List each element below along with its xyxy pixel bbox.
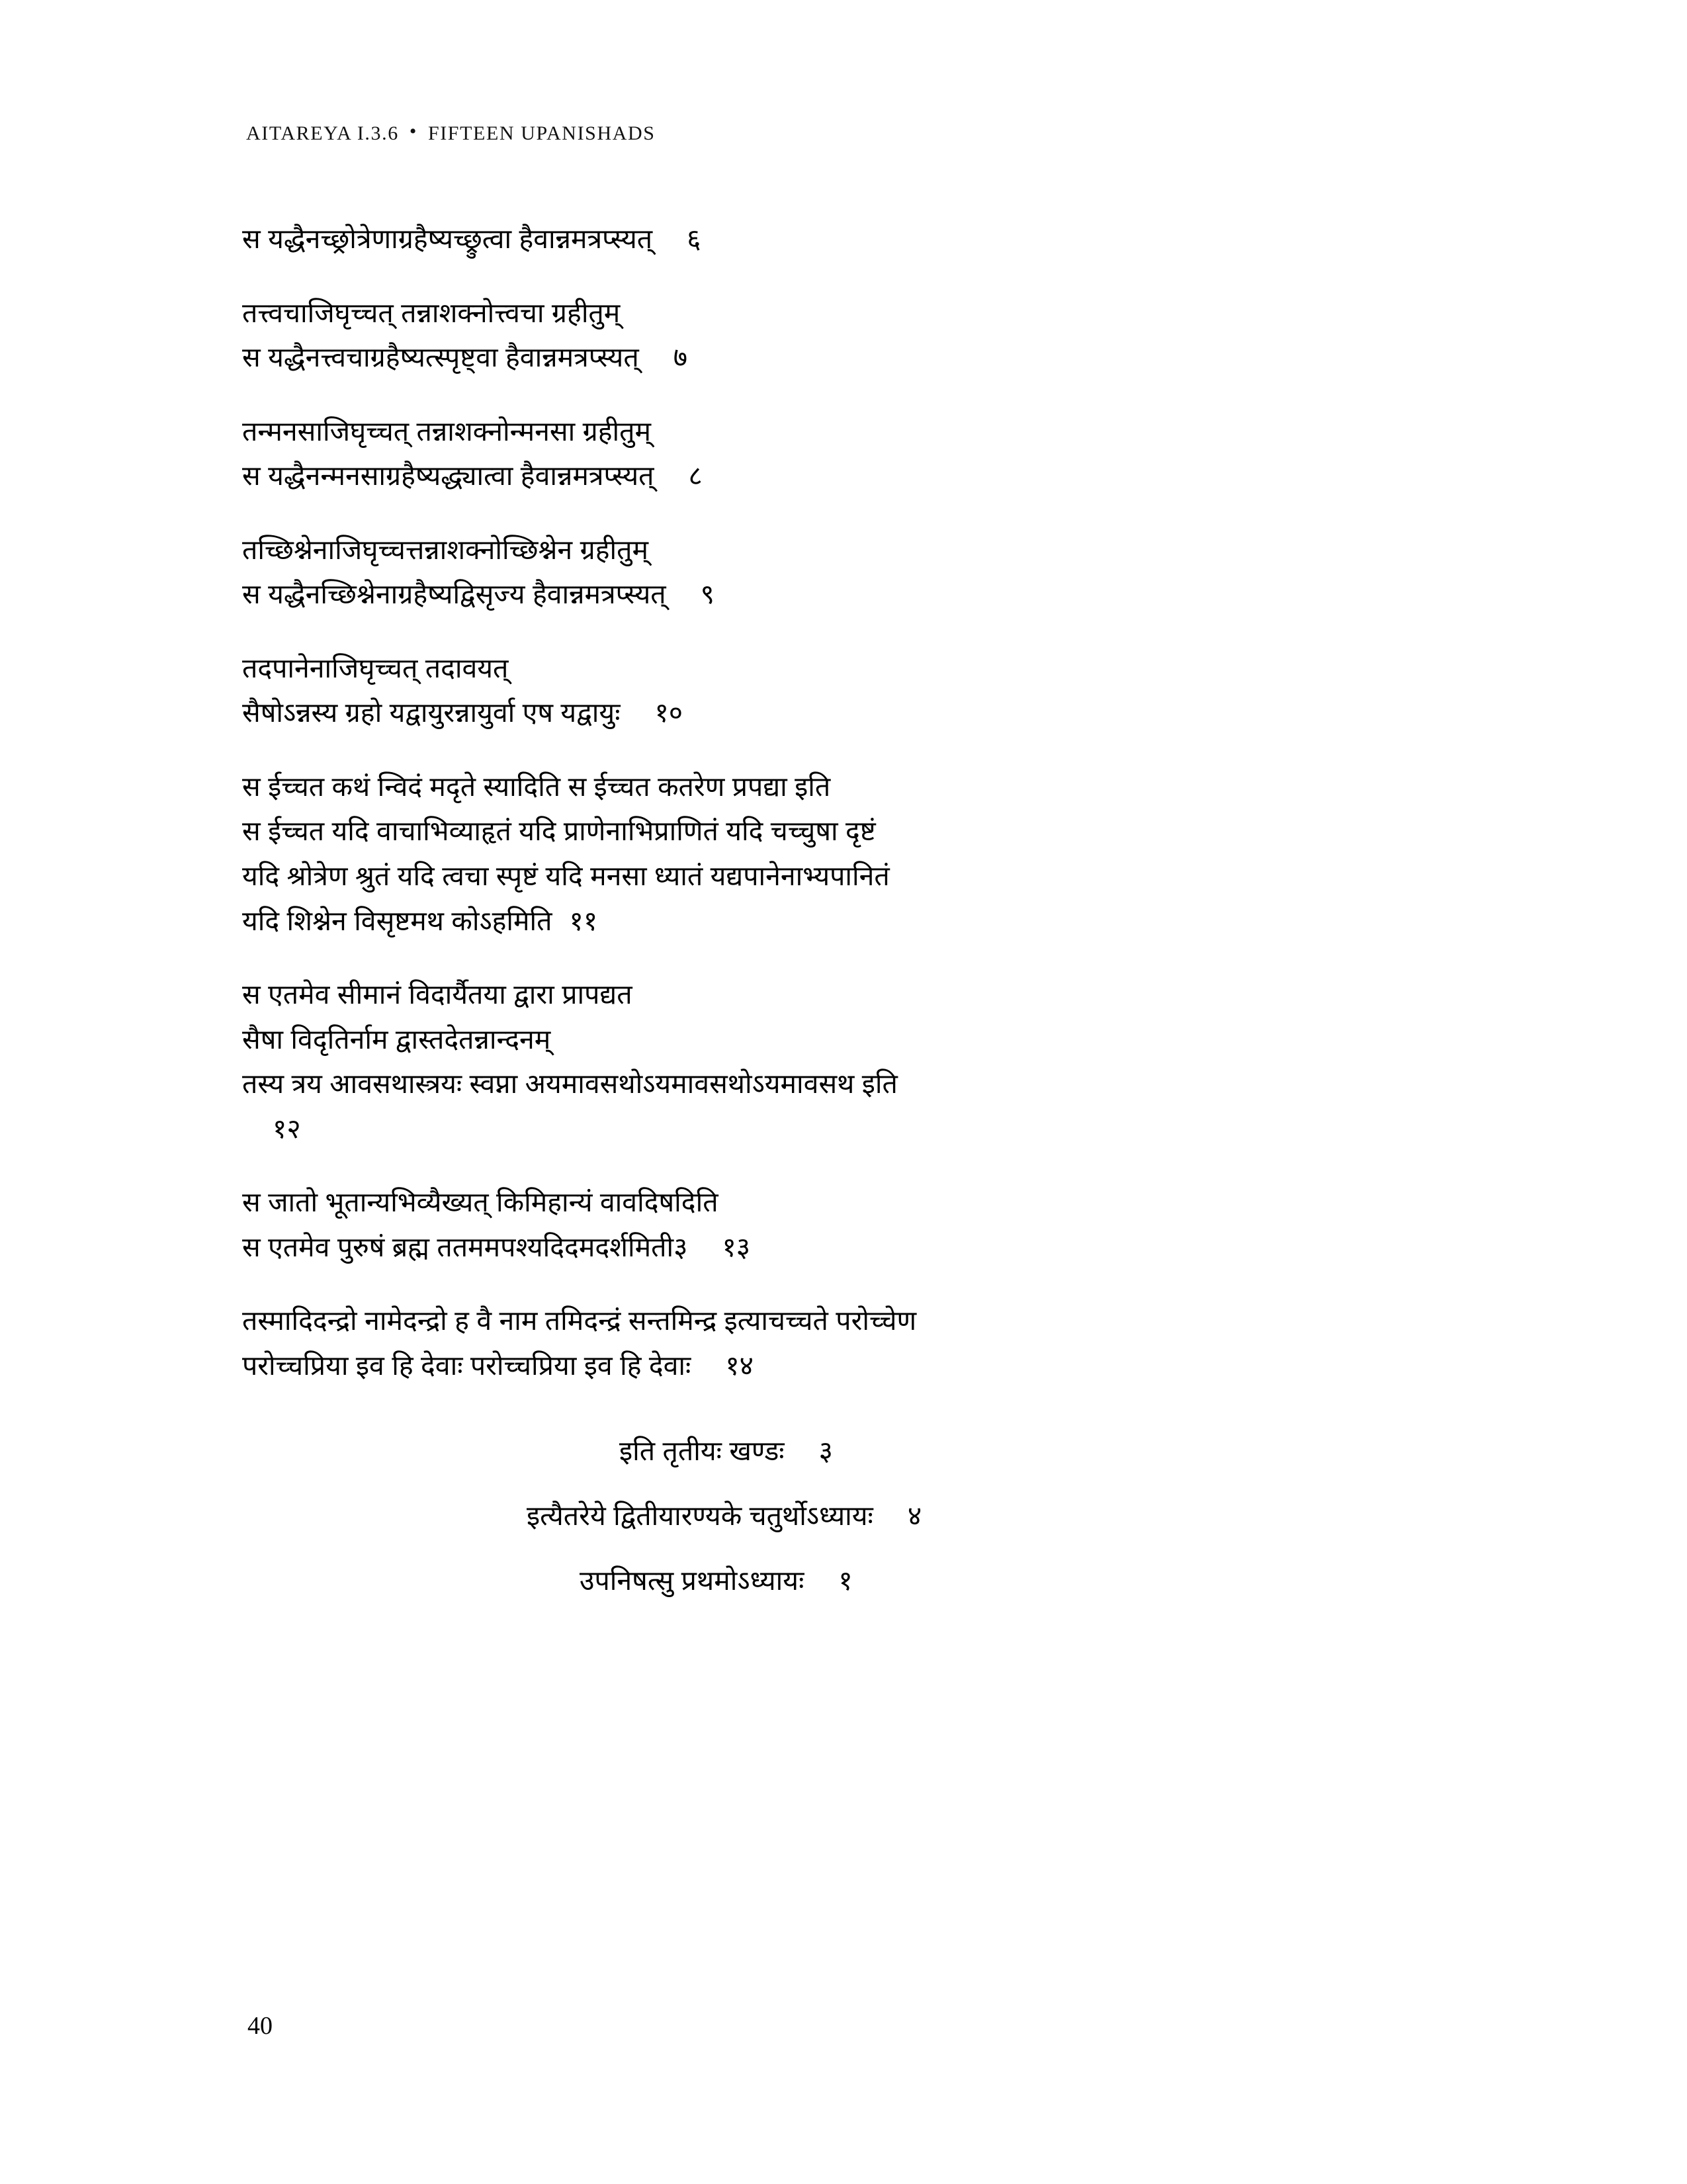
colophon-number: ४ bbox=[907, 1501, 922, 1532]
verse-line: स एतमेव सीमानं विदार्यैतया द्वारा प्रापद्यत bbox=[242, 979, 632, 1010]
verse-text: स यद्धैनत्त्वचाग्रहैष्यत्स्पृष्ट्वा हैवान्नमत्रप्स्यत् bbox=[242, 342, 639, 373]
colophon-text: उपनिषत्सु प्रथमोऽध्यायः bbox=[580, 1565, 804, 1596]
colophon-text: इत्यैतरेये द्वितीयारण्यके चतुर्थोऽध्यायः bbox=[527, 1501, 873, 1532]
verse-text: यदि शिश्नेन विसृष्टमथ कोऽहमिति bbox=[242, 905, 552, 936]
verse-text: परोच्चप्रिया इव हि देवाः परोच्चप्रिया इव हि देवाः bbox=[242, 1350, 691, 1381]
colophon-line-upanishad bbox=[242, 1560, 1486, 1602]
verse-number: १२ bbox=[273, 1113, 301, 1144]
running-head-book-title: FIFTEEN UPANISHADS bbox=[427, 122, 656, 144]
colophon-number: १ bbox=[838, 1565, 853, 1596]
verse-text: सैषोऽन्नस्य ग्रहो यद्वायुरन्नायुर्वा एष यद्वायुः bbox=[242, 697, 621, 728]
verse-line: सैषा विदृतिर्नाम द्वास्तदेतन्नान्दनम् bbox=[242, 1024, 551, 1055]
verse-text: स एतमेव पुरुषं ब्रह्म ततममपश्यदिदमदर्शमिती३ bbox=[242, 1231, 688, 1262]
stanza-verse-9 bbox=[242, 529, 1486, 616]
verse-line: तत्त्वचाजिघृच्चत् तन्नाशक्नोत्त्वचा ग्रहीतुम् bbox=[242, 297, 621, 328]
stanza-verse-6 bbox=[242, 218, 1486, 261]
verse-number: १४ bbox=[725, 1350, 754, 1381]
stanza-verse-14 bbox=[242, 1300, 1486, 1387]
colophon-text: इति तृतीयः खण्डः bbox=[619, 1436, 785, 1467]
verse-line: स जातो भूतान्यभिव्यैख्यत् किमिहान्यं वावदिषदिति bbox=[242, 1187, 718, 1218]
running-head bbox=[246, 122, 656, 145]
stanza-verse-8 bbox=[242, 411, 1486, 498]
verse-number: १० bbox=[654, 697, 683, 728]
verse-line bbox=[242, 900, 1486, 943]
verse-line: तन्मनसाजिघृच्चत् तन्नाशक्नोन्मनसा ग्रहीतुम् bbox=[242, 415, 652, 447]
verse-line bbox=[242, 574, 1486, 616]
running-head-reference: AITAREYA I.3.6 bbox=[246, 122, 399, 144]
verse-line: स ईच्चत कथं न्विदं मदृते स्यादिति स ईच्चत कतरेण प्रपद्या इति bbox=[242, 771, 831, 802]
page-number: 40 bbox=[247, 2012, 273, 2040]
body-text-block bbox=[242, 218, 1486, 1624]
verse-line: तस्मादिदन्द्रो नामेदन्द्रो ह वै नाम तमिदन्द्रं सन्तमिन्द्र इत्याचच्चते परोच्चेण bbox=[242, 1305, 917, 1336]
colophon-line-khanda bbox=[242, 1430, 1486, 1473]
verse-line: तच्छिश्नेनाजिघृच्चत्तन्नाशक्नोच्छिश्नेन ग्रहीतुम् bbox=[242, 534, 648, 565]
verse-number: ६ bbox=[687, 224, 701, 254]
stanza-verse-13 bbox=[242, 1182, 1486, 1268]
colophon-block bbox=[242, 1430, 1486, 1602]
verse-number: ७ bbox=[673, 342, 688, 373]
verse-line bbox=[242, 218, 1486, 261]
stanza-verse-7 bbox=[242, 292, 1486, 379]
verse-number: ११ bbox=[569, 905, 598, 936]
verse-line: तस्य त्रय आवसथास्त्रयः स्वप्ना अयमावसथोऽयमावसथोऽयमावसथ इति bbox=[242, 1069, 898, 1100]
verse-line: यदि श्रोत्रेण श्रुतं यदि त्वचा स्पृष्टं यदि मनसा ध्यातं यद्यपानेनाभ्यपानितं bbox=[242, 861, 890, 892]
verse-line bbox=[242, 1345, 1486, 1387]
verse-text: स यद्धैनच्छिश्नेनाग्रहैष्यद्विसृज्य हैवान्नमत्रप्स्यत् bbox=[242, 579, 666, 610]
verse-line bbox=[242, 455, 1486, 498]
colophon-line-adhyaya bbox=[242, 1495, 1486, 1538]
verse-number: १३ bbox=[722, 1231, 751, 1262]
verse-number: ८ bbox=[688, 460, 703, 492]
verse-line: स ईच्चत यदि वाचाभिव्याहृतं यदि प्राणेनाभिप्राणितं यदि चच्चुषा दृष्टं bbox=[242, 816, 876, 847]
verse-line bbox=[242, 337, 1486, 379]
stanza-verse-11 bbox=[242, 766, 1486, 942]
stanza-verse-12 bbox=[242, 974, 1486, 1150]
running-head-separator-bullet-icon: • bbox=[409, 120, 417, 142]
colophon-number: ३ bbox=[818, 1436, 833, 1467]
verse-line bbox=[242, 1227, 1486, 1269]
stanza-verse-10 bbox=[242, 648, 1486, 734]
verse-text: स यद्धैनच्छ्रोत्रेणाग्रहैष्यच्छ्रुत्वा हैवान्नमत्रप्स्यत् bbox=[242, 224, 653, 254]
verse-text: स यद्धैनन्मनसाग्रहैष्यद्ध्यात्वा हैवान्नमत्रप्स्यत् bbox=[242, 460, 654, 492]
verse-number: ९ bbox=[700, 579, 714, 610]
verse-line bbox=[242, 692, 1486, 734]
verse-line: तदपानेनाजिघृच्चत् तदावयत् bbox=[242, 652, 509, 683]
